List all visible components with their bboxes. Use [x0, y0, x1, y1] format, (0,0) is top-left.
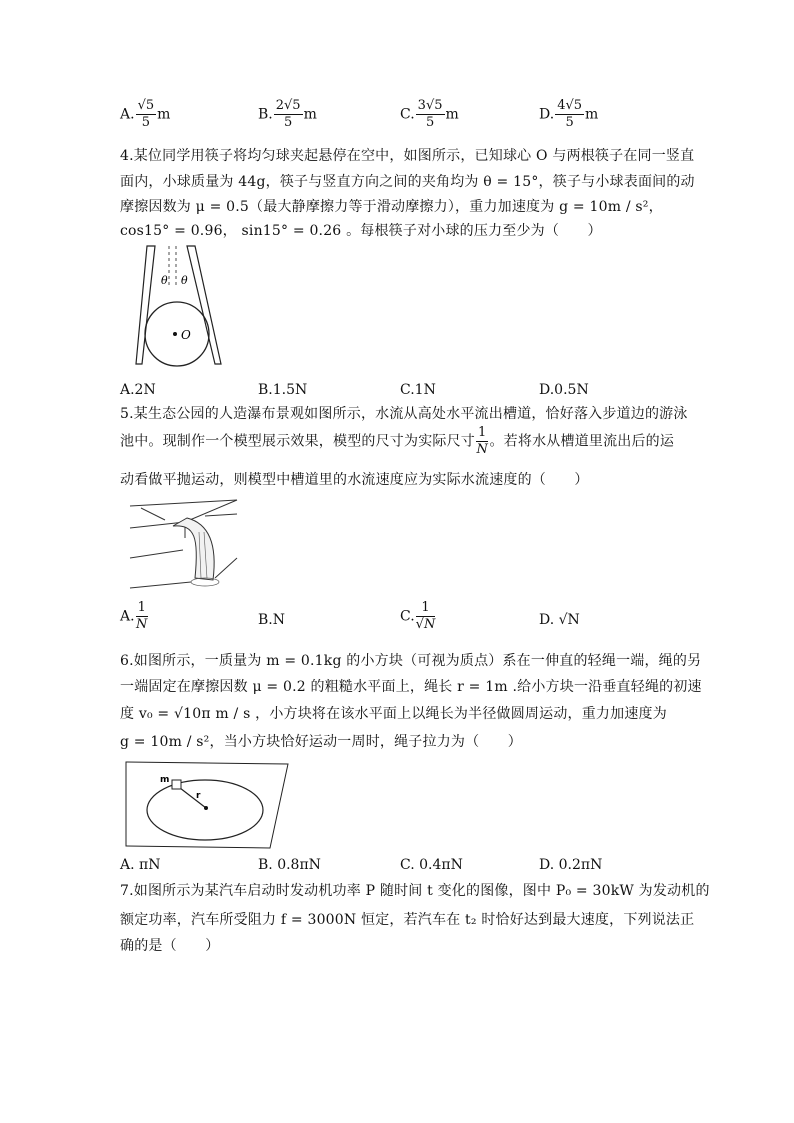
chopsticks-ball-figure — [125, 242, 245, 372]
water-stream — [173, 518, 214, 580]
q5-option-b[interactable]: B.N — [258, 612, 285, 628]
numerator: 1 — [137, 600, 146, 615]
circular-path — [147, 780, 263, 840]
pool-edge — [130, 582, 191, 588]
walkway-edge — [205, 514, 237, 516]
mass-label: m — [160, 775, 170, 785]
q6-text-line-1: 6.如图所示，一质量为 m = 0.1kg 的小方块（可视为质点）系在一伸直的轻绳一端，绳的另 — [120, 653, 702, 669]
pool-side — [215, 558, 237, 578]
option-letter: A. — [120, 106, 135, 123]
fraction — [416, 98, 445, 131]
fraction — [555, 98, 584, 131]
q5-line-2-post: 。若将水从槽道里流出后的运 — [489, 433, 675, 450]
q3-option-b[interactable] — [258, 98, 317, 131]
q5-option-a[interactable] — [120, 600, 149, 633]
option-letter: D. — [539, 106, 555, 123]
circular-motion-figure — [122, 758, 292, 852]
numerator: 1 — [416, 600, 436, 617]
unit: m — [157, 106, 171, 123]
q6-option-d[interactable]: D. 0.2πN — [539, 857, 603, 873]
fraction — [136, 98, 157, 131]
option-letter: C. — [400, 608, 415, 625]
trough-top-edge — [130, 500, 237, 506]
unit: m — [585, 106, 599, 123]
right-chopstick — [187, 246, 221, 364]
denominator: N — [476, 442, 489, 457]
ball-center-dot — [173, 332, 177, 336]
trough-side — [185, 500, 237, 522]
q7-text-line-1: 7.如图所示为某汽车启动时发动机功率 P 随时间 t 变化的图像，图中 P₀ = 30kW 为发动机的 — [120, 883, 710, 899]
q6-text-line-2: 一端固定在摩擦因数 μ = 0.2 的粗糙水平面上，绳长 r = 1m .给小方块一沿垂直轻绳的初速 — [120, 679, 702, 695]
denominator: √N — [415, 617, 436, 632]
q3-option-a[interactable] — [120, 98, 170, 131]
numerator: 3√5 — [417, 98, 443, 113]
q6-option-c[interactable]: C. 0.4πN — [400, 857, 463, 873]
fraction — [136, 600, 148, 633]
numerator: 1 — [478, 425, 487, 440]
q5-option-c[interactable] — [400, 600, 436, 633]
theta-label-left: θ — [161, 274, 168, 287]
q6-text-line-3: 度 v₀ = √10π m / s ，小方块将在该水平面上以绳长为半径做圆周运动，重力加速度为 — [120, 706, 667, 722]
denominator: 5 — [425, 115, 435, 130]
q7-text-line-3: 确的是（ ） — [120, 938, 220, 954]
q6-text-line-4: g = 10m / s²，当小方块恰好运动一周时，绳子拉力为（ ） — [120, 734, 522, 750]
numerator: 2√5 — [275, 98, 301, 113]
small-block — [172, 780, 181, 789]
q6-option-a[interactable]: A. πN — [120, 857, 161, 873]
fraction — [416, 600, 436, 633]
denominator: 5 — [284, 115, 293, 130]
q3-option-d[interactable] — [539, 98, 598, 131]
q4-option-d[interactable]: D.0.5N — [539, 382, 589, 398]
denominator: 5 — [141, 115, 150, 130]
q5-text-line-3: 动看做平抛运动，则模型中槽道里的水流速度应为实际水流速度的（ ） — [120, 472, 589, 488]
waterfall-figure — [125, 498, 245, 598]
q5-text-line-1: 5.某生态公园的人造瀑布景观如图所示，水流从高处水平流出槽道，恰好落入步道边的游泳 — [120, 406, 688, 422]
trough-inner-line — [141, 508, 165, 520]
q5-line-2-pre: 池中。现制作一个模型展示效果，模型的尺寸为实际尺寸 — [120, 433, 475, 450]
denominator: N — [136, 617, 148, 632]
rope — [180, 788, 206, 808]
q4-text-line-2: 面内，小球质量为 44g，筷子与竖直方向之间的夹角均为 θ = 15°，筷子与小球表面间的动 — [120, 174, 695, 190]
denominator: 5 — [565, 115, 574, 130]
q4-text-line-4: cos15° = 0.96， sin15° = 0.26 。每根筷子对小球的压力至少为（ ） — [120, 223, 602, 239]
left-chopstick — [136, 246, 155, 364]
q5-text-line-2 — [120, 425, 674, 458]
q5-option-d[interactable]: D. √N — [539, 612, 580, 628]
numerator: 4√5 — [557, 98, 583, 113]
unit: m — [303, 106, 317, 123]
q4-option-a[interactable]: A.2N — [120, 382, 156, 398]
horizontal-plane — [126, 762, 288, 848]
q6-option-b[interactable]: B. 0.8πN — [258, 857, 321, 873]
q7-text-line-2: 额定功率，汽车所受阻力 f = 3000N 恒定，若汽车在 t₂ 时恰好达到最大速度，下列说法正 — [120, 912, 695, 928]
radius-label: r — [196, 791, 201, 801]
q3-option-c[interactable] — [400, 98, 459, 131]
option-letter: A. — [120, 608, 135, 625]
fixed-point — [204, 806, 208, 810]
scale-fraction — [476, 425, 488, 458]
theta-label-right: θ — [181, 274, 188, 287]
numerator: √5 — [137, 98, 155, 113]
q4-option-c[interactable]: C.1N — [400, 382, 436, 398]
option-letter: C. — [400, 106, 415, 123]
fraction — [274, 98, 303, 131]
q4-option-b[interactable]: B.1.5N — [258, 382, 308, 398]
option-letter: B. — [258, 106, 273, 123]
q4-text-line-3: 摩擦因数为 μ = 0.5（最大静摩擦力等于滑动摩擦力），重力加速度为 g = 10m / s²， — [120, 199, 663, 215]
q4-text-line-1: 4.某位同学用筷子将均匀球夹起悬停在空中，如图所示，已知球心 O 与两根筷子在同一竖直 — [120, 148, 695, 164]
unit: m — [445, 106, 459, 123]
center-o-label: O — [181, 328, 191, 342]
ground-line — [130, 550, 183, 558]
